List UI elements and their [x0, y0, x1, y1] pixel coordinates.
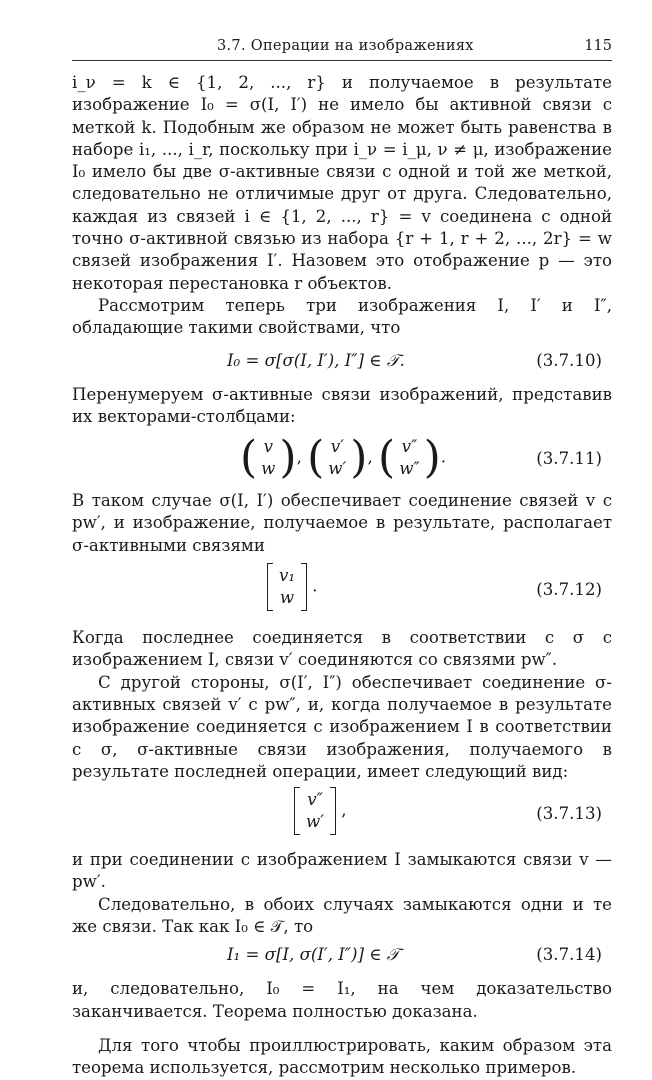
paragraph: i_ν = k ∈ {1, 2, ..., r} и получаемое в результате изображение I₀ = σ(I, I′) не имело бы активной связи с меткой k. Подобным же образом не может быть равенства в наборе i₁, ..., i_r, поскольку при i_ν = i_μ, ν ≠ μ, изображение I₀ имело бы две σ-активные связи с одной и той же меткой, следовательно не отличимые друг от друга. Следовательно, каждая из связей i ∈ {1, 2, ..., r} = v соединена с одной точно σ-активной связью из набора {r + 1, r + 2, ..., 2r} = w связей изображения I′. Назовем это отображение p — это некоторая перестановка r объектов.: [72, 73, 612, 293]
page-body: [72, 72, 612, 1080]
paragraph: Для того чтобы проиллюстрировать, каким образом эта теорема используется, рассмотрим несколько примеров.: [72, 1035, 612, 1078]
paragraph: Когда последнее соединяется в соответствии с σ с изображением I, связи v′ соединяются со связями pw″.: [72, 628, 612, 670]
equation-number: (3.7.14): [536, 945, 602, 965]
equation-formula: ( v w), ( v′ w′), ( v″ w″).: [240, 432, 447, 484]
paragraph: Перенумеруем σ-активные связи изображений, представив их векторами-столбцами:: [72, 384, 612, 426]
equation-3-7-10: [72, 340, 612, 384]
equation-3-7-14: [72, 938, 612, 978]
paragraph: и, следовательно, I₀ = I₁, на чем доказательство заканчивается. Теорема полностью доказана.: [72, 979, 612, 1021]
vector-bottom: w: [261, 459, 276, 479]
running-header: [72, 38, 612, 61]
vector-bottom: w′: [328, 459, 347, 479]
paragraph: С другой стороны, σ(I′, I″) обеспечивает соединение σ-активных связей v′ с pw″, и, когда получаемое в результате изображение соединяется с изображением I в соответствии с σ, σ-активные связи изображения, получаемого в результате последней операции, имеет следующий вид:: [72, 672, 612, 781]
equation-3-7-13: [72, 783, 612, 849]
vector-bottom: w: [279, 588, 295, 608]
equation-formula: v₁ w .: [267, 563, 318, 611]
vector-top: v: [263, 437, 273, 457]
paragraph: Рассмотрим теперь три изображения I, I′ и I″, обладающие такими свойствами, что: [72, 295, 612, 338]
vector-top: v″: [401, 437, 418, 457]
vector-top: v″: [307, 790, 323, 810]
paragraph: и при соединении с изображением I замыкаются связи v — pw′.: [72, 850, 612, 892]
vector-bottom: w′: [306, 812, 324, 832]
vector-bottom: w″: [399, 459, 420, 479]
equation-formula: I₀ = σ[σ(I, I′), I″] ∈ 𝒯.: [227, 350, 405, 370]
equation-3-7-11: [72, 428, 612, 490]
equation-number: (3.7.11): [536, 449, 602, 469]
equation-formula: I₁ = σ[I, σ(I′, I″)] ∈ 𝒯: [227, 945, 400, 965]
equation-number: (3.7.12): [536, 580, 602, 600]
equation-3-7-12: [72, 557, 612, 627]
equation-number: (3.7.13): [536, 804, 602, 824]
vector-top: v₁: [279, 566, 296, 586]
section-title: 3.7. Операции на изображениях: [217, 38, 474, 54]
paragraph: Следовательно, в обоих случаях замыкаются одни и те же связи. Так как I₀ ∈ 𝒯, то: [72, 894, 612, 937]
page-number: 115: [584, 38, 612, 54]
paragraph: В таком случае σ(I, I′) обеспечивает соединение связей v с pw′, и изображение, получаемое в результате, располагает σ-активными связями: [72, 491, 612, 555]
vector-top: v′: [330, 437, 344, 457]
equation-formula: v″ w′ ,: [294, 787, 347, 835]
equation-number: (3.7.10): [536, 350, 602, 370]
